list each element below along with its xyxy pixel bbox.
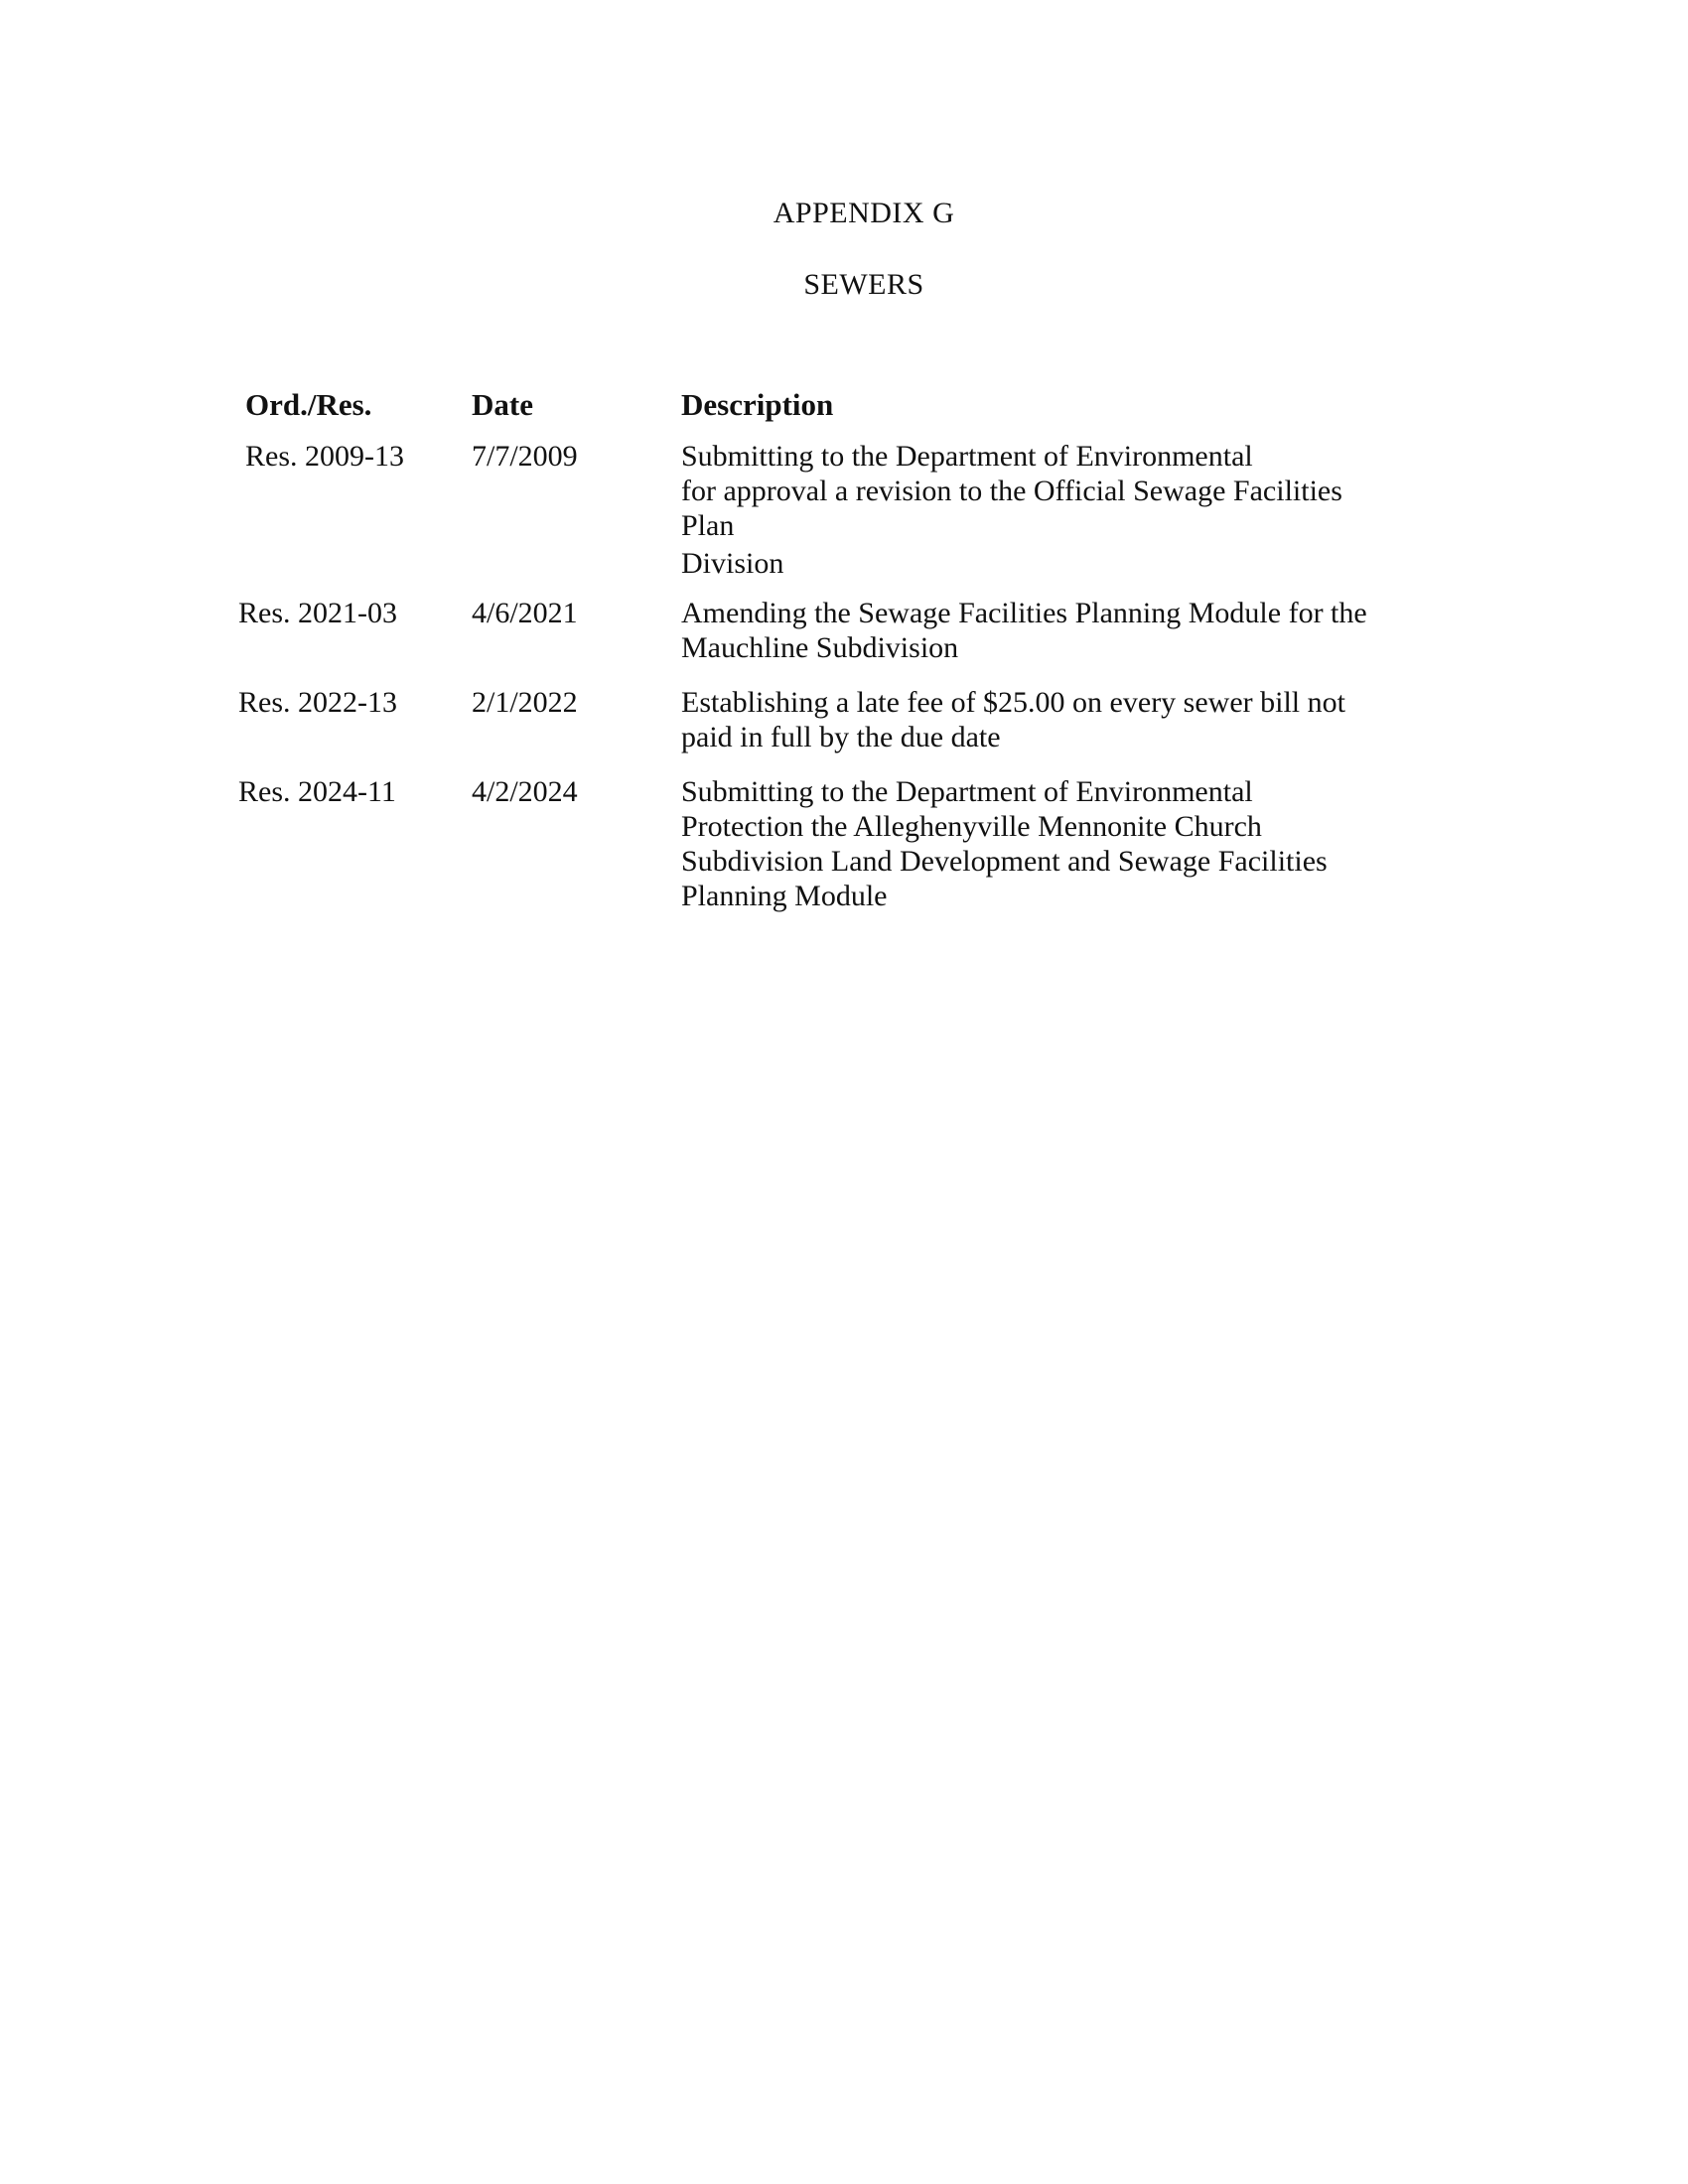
row-description	[681, 685, 1505, 754]
description-line: Plan	[681, 509, 735, 542]
row-description	[681, 596, 1505, 665]
description-line: Amending the Sewage Facilities Planning Module for the	[681, 597, 1367, 629]
appendix-title: APPENDIX G	[773, 197, 955, 229]
description-line: Establishing a late fee of $25.00 on every sewer bill not	[681, 686, 1345, 719]
description-line: Submitting to the Department of Environmental	[681, 775, 1253, 808]
description-line: Subdivision Land Development and Sewage Facilities	[681, 845, 1328, 878]
header-description: Description	[681, 387, 834, 422]
header-date: Date	[472, 387, 533, 422]
description-line: Submitting to the Department of Environmental	[681, 440, 1253, 473]
description-line: Protection the Alleghenyville Mennonite Church	[681, 810, 1262, 843]
row-date: 7/7/2009	[472, 440, 578, 473]
row-description	[681, 439, 1505, 581]
header-ord-res: Ord./Res.	[245, 387, 372, 422]
row-description	[681, 774, 1505, 913]
description-line: Division	[681, 547, 784, 580]
description-line: Mauchline Subdivision	[681, 631, 959, 664]
description-line: for approval a revision to the Official Sewage Facilities	[681, 475, 1342, 507]
row-date: 4/6/2021	[472, 597, 578, 629]
description-line: Planning Module	[681, 880, 888, 912]
description-line: paid in full by the due date	[681, 721, 1001, 753]
row-ord-res: Res. 2009-13	[245, 440, 404, 473]
row-date: 2/1/2022	[472, 686, 578, 719]
row-ord-res: Res. 2022-13	[238, 686, 397, 719]
row-date: 4/2/2024	[472, 775, 578, 808]
row-ord-res: Res. 2021-03	[238, 597, 397, 629]
appendix-subtitle: SEWERS	[803, 268, 924, 301]
row-ord-res: Res. 2024-11	[238, 775, 396, 808]
